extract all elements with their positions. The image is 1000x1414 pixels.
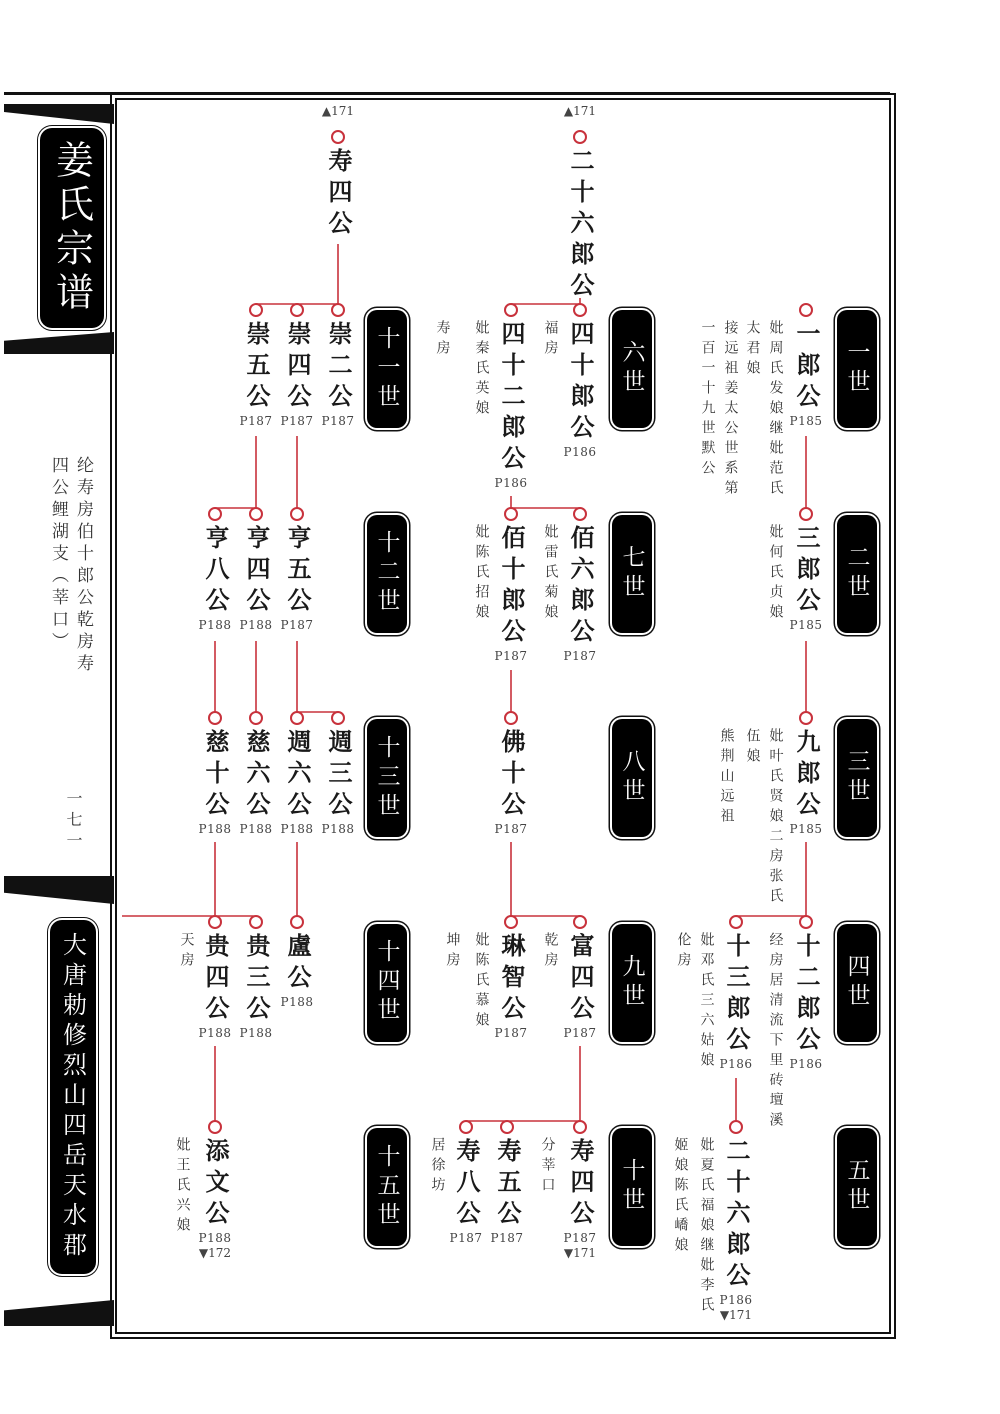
continued-to-marker: ▼171 bbox=[563, 1246, 597, 1260]
node-circle bbox=[729, 1120, 743, 1134]
node-circle bbox=[573, 915, 587, 929]
annotation: 妣邓氏三六姑娘 bbox=[698, 932, 715, 1072]
person-name: 一郎公 bbox=[792, 321, 821, 414]
person-name: 寿八公 bbox=[452, 1138, 481, 1231]
page-ref: P188 bbox=[239, 618, 273, 632]
generation-text: 四世 bbox=[843, 953, 870, 1012]
annotation: 妣周氏发娘继妣范氏 bbox=[767, 320, 784, 500]
person-name: 亨八公 bbox=[201, 525, 230, 618]
annotation: 姬娘陈氏嶠娘 bbox=[672, 1137, 689, 1257]
node-circle bbox=[208, 711, 222, 725]
page-ref: P187 bbox=[563, 1026, 597, 1040]
annotation: 天房 bbox=[178, 932, 195, 972]
annotation: 经房居清流下里砖壇溪 bbox=[767, 932, 784, 1132]
annotation: 接远祖姜太公世系第 bbox=[722, 320, 739, 500]
node-circle bbox=[249, 915, 263, 929]
section-title-line-1: 纶寿房伯十郎公乾房寿 bbox=[73, 456, 93, 676]
page-ref: P186 bbox=[789, 1057, 823, 1071]
person-name: 四十二郎公 bbox=[497, 321, 526, 476]
generation-text: 一世 bbox=[843, 340, 870, 398]
page-ref: P187 bbox=[494, 822, 528, 836]
continued-to-marker: ▼172 bbox=[198, 1246, 232, 1260]
annotation: 分莘口 bbox=[539, 1137, 556, 1197]
node-circle bbox=[249, 711, 263, 725]
annotation: 妣陈氏招娘 bbox=[473, 524, 490, 624]
generation-text: 十五世 bbox=[373, 1143, 400, 1231]
generation-text: 十四世 bbox=[373, 939, 400, 1026]
person-name: 三郎公 bbox=[792, 525, 821, 618]
annotation: 伦房 bbox=[675, 932, 692, 972]
page-ref: P185 bbox=[789, 618, 823, 632]
page-ref: P187 bbox=[563, 1231, 597, 1245]
generation-text: 十二世 bbox=[373, 530, 400, 617]
page-ref: P188 bbox=[280, 822, 314, 836]
page-ref: P186 bbox=[719, 1293, 753, 1307]
node-circle bbox=[504, 915, 518, 929]
generation-text: 二世 bbox=[843, 544, 870, 603]
page-ref: P187 bbox=[449, 1231, 483, 1245]
annotation: 妣秦氏英娘 bbox=[473, 320, 490, 420]
continued-from-marker: ▲171 bbox=[563, 104, 597, 118]
generation-text: 八世 bbox=[618, 749, 645, 807]
node-circle bbox=[504, 303, 518, 317]
person-name: 崇四公 bbox=[283, 321, 312, 414]
generation-text: 五世 bbox=[843, 1158, 870, 1216]
page-ref: P187 bbox=[239, 414, 273, 428]
person-name: 盧公 bbox=[283, 933, 312, 995]
person-name: 佛十公 bbox=[497, 729, 526, 822]
page-ref: P187 bbox=[490, 1231, 524, 1245]
node-circle bbox=[573, 130, 587, 144]
annotation: 乾房 bbox=[542, 932, 559, 972]
person-name: 贵三公 bbox=[242, 933, 271, 1026]
person-name: 十三郎公 bbox=[722, 933, 751, 1057]
person-name: 寿五公 bbox=[493, 1138, 522, 1231]
node-circle bbox=[208, 1120, 222, 1134]
book-title: 姜氏宗谱 bbox=[49, 140, 94, 316]
page-ref: P187 bbox=[280, 414, 314, 428]
person-name: 富四公 bbox=[566, 933, 595, 1026]
node-circle bbox=[290, 303, 304, 317]
person-name: 琳智公 bbox=[497, 933, 526, 1026]
node-circle bbox=[504, 711, 518, 725]
page-ref: P188 bbox=[198, 618, 232, 632]
node-circle bbox=[249, 507, 263, 521]
generation-text: 十三世 bbox=[373, 734, 400, 822]
person-name: 十二郎公 bbox=[792, 933, 821, 1057]
page-ref: P186 bbox=[563, 445, 597, 459]
person-name: 亨五公 bbox=[283, 525, 312, 618]
page-number: 一七一 bbox=[64, 790, 83, 853]
person-name: 九郎公 bbox=[792, 729, 821, 822]
node-circle bbox=[799, 915, 813, 929]
annotation: 熊荆山远祖 bbox=[718, 728, 735, 828]
section-title-line-2: 四公鲤湖支（莘口） bbox=[48, 456, 68, 654]
generation-text: 三世 bbox=[843, 749, 870, 807]
node-circle bbox=[290, 711, 304, 725]
page-ref: P188 bbox=[239, 822, 273, 836]
generation-text: 十世 bbox=[618, 1158, 645, 1216]
person-name: 週六公 bbox=[283, 729, 312, 822]
node-circle bbox=[799, 507, 813, 521]
person-name: 週三公 bbox=[324, 729, 353, 822]
node-circle bbox=[459, 1120, 473, 1134]
node-circle bbox=[504, 507, 518, 521]
page-ref: P188 bbox=[198, 822, 232, 836]
annotation: 坤房 bbox=[444, 932, 461, 972]
annotation: 福房 bbox=[542, 320, 559, 360]
person-name: 四十郎公 bbox=[566, 321, 595, 445]
annotation: 妣陈氏慕娘 bbox=[473, 932, 490, 1032]
node-circle bbox=[331, 303, 345, 317]
person-name: 贵四公 bbox=[201, 933, 230, 1026]
node-circle bbox=[573, 1120, 587, 1134]
annotation: 一百一十九世默公 bbox=[699, 320, 716, 480]
person-name: 寿四公 bbox=[566, 1138, 595, 1231]
annotation: 妣叶氏贤娘二房张氏 bbox=[767, 728, 784, 908]
annotation: 妣夏氏福娘继妣李氏 bbox=[698, 1137, 715, 1317]
node-circle bbox=[331, 711, 345, 725]
person-name: 亨四公 bbox=[242, 525, 271, 618]
page-ref: P186 bbox=[494, 476, 528, 490]
side-title: 大唐勅修烈山四岳天水郡 bbox=[58, 932, 87, 1262]
page-ref: P187 bbox=[321, 414, 355, 428]
person-name: 佰六郎公 bbox=[566, 525, 595, 649]
page-ref: P185 bbox=[789, 822, 823, 836]
annotation: 居徐坊 bbox=[429, 1137, 446, 1197]
node-circle bbox=[208, 915, 222, 929]
generation-text: 十一世 bbox=[373, 325, 400, 413]
node-circle bbox=[290, 507, 304, 521]
person-name: 寿四公 bbox=[324, 148, 353, 241]
person-name: 慈六公 bbox=[242, 729, 271, 822]
annotation: 妣何氏贞娘 bbox=[767, 524, 784, 624]
person-name: 慈十公 bbox=[201, 729, 230, 822]
page-ref: P187 bbox=[563, 649, 597, 663]
continued-to-marker: ▼171 bbox=[719, 1308, 753, 1322]
node-circle bbox=[500, 1120, 514, 1134]
person-name: 添文公 bbox=[201, 1138, 230, 1231]
page-ref: P186 bbox=[719, 1057, 753, 1071]
continued-from-marker: ▲171 bbox=[321, 104, 355, 118]
node-circle bbox=[249, 303, 263, 317]
node-circle bbox=[290, 915, 304, 929]
annotation: 太君娘 bbox=[744, 320, 761, 380]
person-name: 二十六郎公 bbox=[566, 148, 595, 303]
generation-text: 六世 bbox=[618, 340, 645, 398]
node-circle bbox=[331, 130, 345, 144]
page-ref: P188 bbox=[239, 1026, 273, 1040]
annotation: 伍娘 bbox=[744, 728, 761, 768]
page-ref: P185 bbox=[789, 414, 823, 428]
annotation: 寿房 bbox=[434, 320, 451, 360]
node-circle bbox=[729, 915, 743, 929]
page-ref: P187 bbox=[494, 1026, 528, 1040]
generation-text: 九世 bbox=[618, 953, 645, 1012]
page-ref: P187 bbox=[494, 649, 528, 663]
node-circle bbox=[799, 303, 813, 317]
person-name: 崇二公 bbox=[324, 321, 353, 414]
annotation: 妣王氏兴娘 bbox=[174, 1137, 191, 1237]
page-ref: P188 bbox=[198, 1231, 232, 1245]
person-name: 崇五公 bbox=[242, 321, 271, 414]
annotation: 妣雷氏菊娘 bbox=[542, 524, 559, 624]
page-ref: P188 bbox=[280, 995, 314, 1009]
person-name: 佰十郎公 bbox=[497, 525, 526, 649]
page-ref: P187 bbox=[280, 618, 314, 632]
node-circle bbox=[573, 507, 587, 521]
node-circle bbox=[799, 711, 813, 725]
generation-text: 七世 bbox=[618, 544, 645, 603]
page-ref: P188 bbox=[198, 1026, 232, 1040]
page-ref: P188 bbox=[321, 822, 355, 836]
person-name: 二十六郎公 bbox=[722, 1138, 751, 1293]
node-circle bbox=[573, 303, 587, 317]
node-circle bbox=[208, 507, 222, 521]
